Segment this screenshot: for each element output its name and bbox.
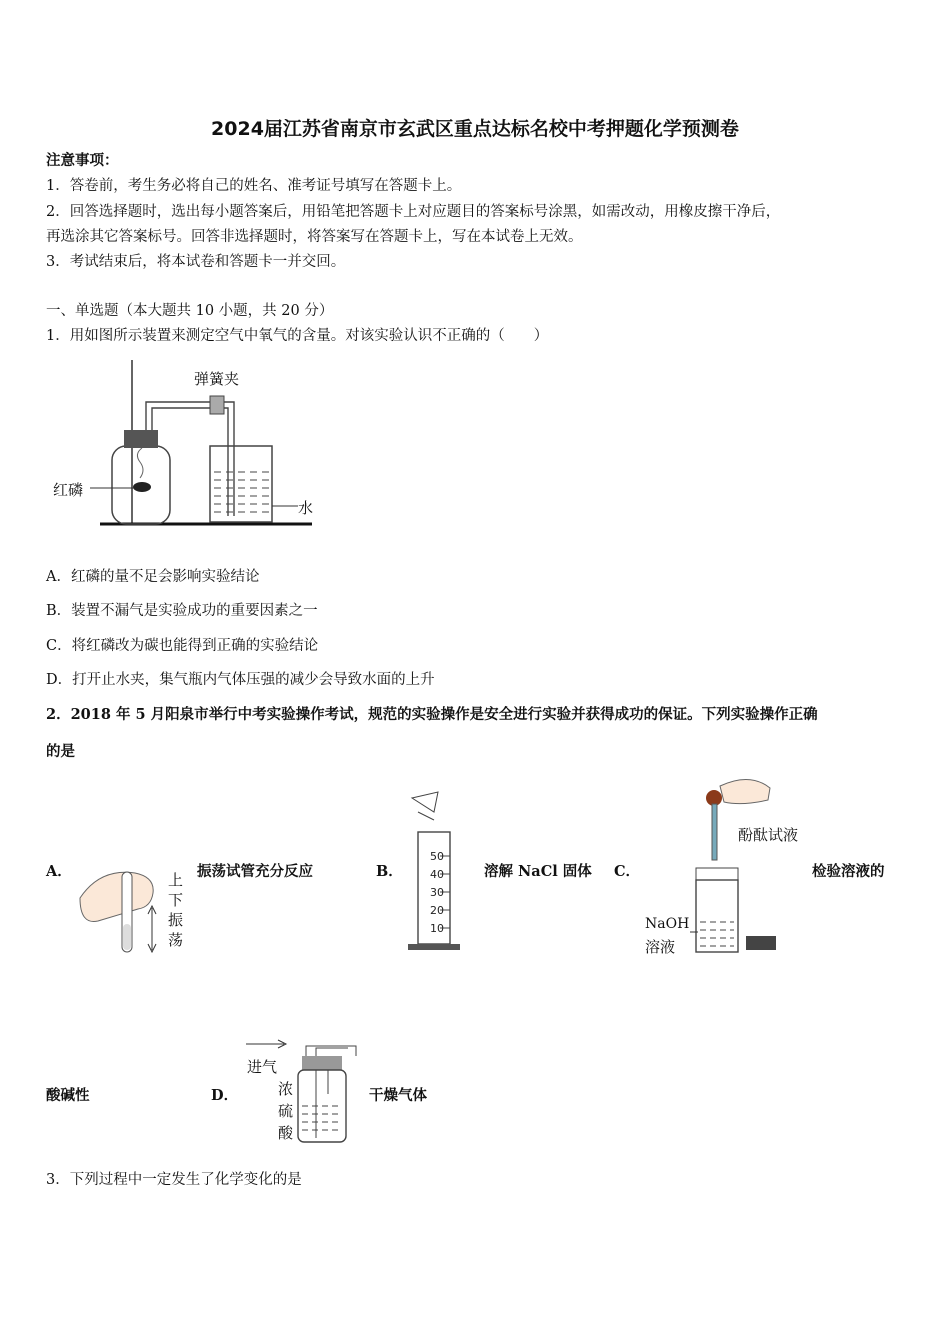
q1-option-c: C．将红磷改为碳也能得到正确的实验结论 [46,638,319,654]
scale-mark: 10 [430,922,444,935]
question-1-stem: 1．用如图所示装置来测定空气中氧气的含量。对该实验认识不正确的（ ） [46,328,549,344]
water-label: 水 [298,499,314,517]
q2-option-c-text: 检验溶液的 [812,863,885,880]
notice-item: 2．回答选择题时，选出每小题答案后，用铅笔把答题卡上对应题目的答案标号涂黑，如需改动，用橡皮擦干净后， [46,204,781,220]
notice-item: 再选涂其它答案标号。回答非选择题时，将答案写在答题卡上，写在本试卷上无效。 [46,229,583,245]
q1-option-d: D．打开止水夹，集气瓶内气体压强的减少会导致水面的上升 [46,672,435,688]
q2-option-c-text-cont: 酸碱性 [46,1087,90,1104]
page-title: 2024届江苏省南京市玄武区重点达标名校中考押题化学预测卷 [211,118,739,140]
shake-test-tube-image [70,858,170,958]
section-heading: 一、单选题（本大题共 10 小题，共 20 分） [46,303,334,319]
shake-char: 荡 [168,931,184,949]
sulfuric-acid-label [278,1078,296,1144]
q2-option-d-text: 干燥气体 [369,1087,427,1104]
question-2-stem-cont: 的是 [46,743,75,760]
notice-item: 3．考试结束后，将本试卷和答题卡一并交回。 [46,254,346,270]
shake-char: 下 [168,891,184,909]
shake-char: 上 [168,871,184,889]
gas-drying-bottle-image [244,1038,364,1150]
question-3-stem: 3．下列过程中一定发生了化学变化的是 [46,1172,302,1188]
solution-label: 溶液 [645,938,676,956]
scale-mark: 30 [430,886,444,899]
graduated-cylinder-image [404,790,464,955]
phenolphthalein-label: 酚酞试液 [738,826,799,844]
q2-option-a-text: 振荡试管充分反应 [197,863,313,880]
q2-option-c-letter: C． [614,863,641,880]
q2-option-a-letter: A． [46,863,72,880]
q1-option-b: B．装置不漏气是实验成功的重要因素之一 [46,603,318,619]
notice-item: 1．答卷前，考生务必将自己的姓名、准考证号填写在答题卡上。 [46,178,462,194]
acid-char: 硫 [278,1102,294,1120]
q2-option-d-letter: D． [211,1087,239,1104]
gas-in-label: 进气 [247,1058,278,1076]
shake-char: 振 [168,911,184,929]
acid-char: 酸 [278,1124,294,1142]
q1-option-a: A．红磷的量不足会影响实验结论 [46,569,260,585]
clamp-label: 弹簧夹 [194,370,240,388]
naoh-label: NaOH [645,916,690,932]
q2-option-b-letter: B． [376,863,403,880]
shake-label [168,870,186,950]
question-2-stem: 2．2018 年 5 月阳泉市举行中考实验操作考试，规范的实验操作是安全进行实验并获得成功的保证。下列实验操作正确 [46,706,818,723]
scale-mark: 20 [430,904,444,917]
q2-option-b-text: 溶解 NaCl 固体 [484,863,592,880]
notice-heading: 注意事项： [46,152,119,169]
oxygen-apparatus-diagram [50,358,330,533]
phosphorus-label: 红磷 [53,481,84,499]
scale-mark: 40 [430,868,444,881]
scale-mark: 50 [430,850,444,863]
acid-char: 浓 [278,1080,294,1098]
